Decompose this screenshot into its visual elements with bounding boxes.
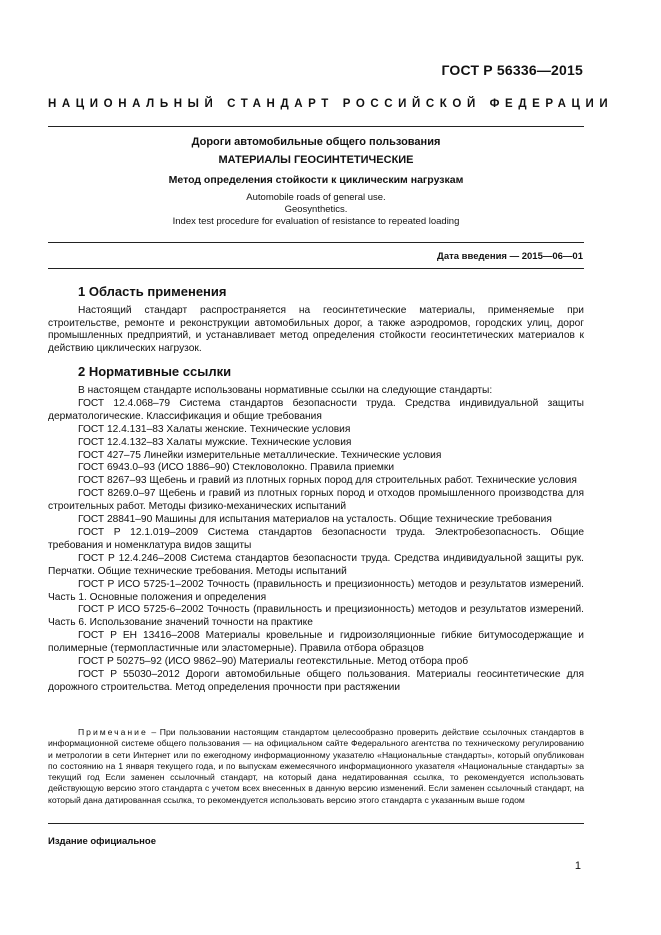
section-1-title: 1 Область применения bbox=[78, 284, 227, 299]
reference-item: ГОСТ 12.4.068–79 Система стандартов безопасности труда. Средства индивидуальной защиты дерматологические. Классификация и общие требования bbox=[48, 397, 584, 422]
title-en-line3: Index test procedure for evaluation of resistance to repeated loading bbox=[172, 216, 460, 227]
reference-item: ГОСТ Р 50275–92 (ИСО 9862–90) Материалы геотекстильные. Метод отбора проб bbox=[78, 656, 469, 668]
doc-number: ГОСТ Р 56336—2015 bbox=[441, 62, 583, 78]
reference-item: ГОСТ Р 12.4.246–2008 Система стандартов безопасности труда. Средства индивидуальной защиты рук. Перчатки. Общие технические требования. Методы испытаний bbox=[48, 552, 584, 577]
divider bbox=[48, 823, 584, 824]
reference-item: ГОСТ 12.4.131–83 Халаты женские. Технические условия bbox=[78, 423, 351, 435]
title-ru-line2: МАТЕРИАЛЫ ГЕОСИНТЕТИЧЕСКИЕ bbox=[218, 154, 414, 166]
note-label: Примечание bbox=[78, 727, 148, 737]
title-ru-line1: Дороги автомобильные общего пользования bbox=[191, 136, 441, 148]
reference-item: ГОСТ 8269.0–97 Щебень и гравий из плотных горных пород и отходов промышленного производства для строительных работ. Методы физико-механических испытаний bbox=[48, 488, 584, 513]
reference-item: ГОСТ Р ИСО 5725-1–2002 Точность (правильность и прецизионность) методов и результатов измерений. Часть 1. Основные положения и определения bbox=[48, 578, 584, 603]
page-number: 1 bbox=[574, 860, 581, 872]
divider bbox=[48, 242, 584, 243]
reference-item: ГОСТ 8267–93 Щебень и гравий из плотных горных пород для строительных работ. Технические условия bbox=[78, 475, 577, 487]
note-text: – При пользовании настоящим стандартом целесообразно проверить действие ссылочных стандартов в информационной системе общего пользования — на официальном сайте Федерального агентства по техническому регулированию и метрологии в сети Интернет или по ежегодному информационному указателю «Национальные стандарты», который опубликован по состоянию на 1 января текущего года, и по выпускам ежемесячного информационного указателя «Национальные стандарты» за текущий год Если заменен ссылочный стандарт, на который дана недатированная ссылка, то рекомендуется использовать действующую версию этого стандарта с учетом всех внесенных в данную версию изменений. Если заменен ссылочный стандарт, на который дана датированная ссылка, то рекомендуется использовать версию этого стандарта с указанным выше годом bbox=[48, 727, 584, 805]
reference-item: В настоящем стандарте использованы нормативные ссылки на следующие стандарты: bbox=[78, 385, 493, 396]
references-list bbox=[48, 385, 584, 695]
divider bbox=[48, 268, 584, 269]
note bbox=[48, 727, 584, 806]
title-en-line2: Geosynthetics. bbox=[284, 204, 348, 215]
reference-item: ГОСТ 6943.0–93 (ИСО 1886–90) Стекловолокно. Правила приемки bbox=[78, 462, 395, 474]
title-en-line1: Automobile roads of general use. bbox=[246, 192, 386, 203]
intro-date: Дата введения — 2015—06—01 bbox=[437, 251, 583, 262]
reference-item: ГОСТ 12.4.132–83 Халаты мужские. Технические условия bbox=[78, 436, 352, 448]
reference-item: ГОСТ 28841–90 Машины для испытания материалов на усталость. Общие технические требования bbox=[78, 514, 552, 526]
section-1-text: Настоящий стандарт распространяется на геосинтетические материалы, применяемые при строительстве, ремонте и реконструкции автомобильных дорог, а также аэродромов, городских улиц, дорог промышленных предприятий, и устанавливает метод определения стойкости геосинтетических материалов к действию циклических нагрузок. bbox=[48, 305, 584, 354]
national-standard-banner: НАЦИОНАЛЬНЫЙ СТАНДАРТ РОССИЙСКОЙ ФЕДЕРАЦИИ bbox=[48, 98, 614, 110]
reference-item: ГОСТ Р ИСО 5725-6–2002 Точность (правильность и прецизионность) методов и результатов измерений. Часть 6. Использование значений точности на практике bbox=[48, 604, 584, 629]
divider bbox=[48, 126, 584, 127]
reference-item: ГОСТ Р 55030–2012 Дороги автомобильные общего пользования. Материалы геосинтетические для дорожного строительства. Метод определения прочности при растяжении bbox=[48, 668, 584, 693]
section-2-title: 2 Нормативные ссылки bbox=[78, 364, 232, 379]
reference-item: ГОСТ Р ЕН 13416–2008 Материалы кровельные и гидроизоляционные гибкие битумосодержащие и полимерные (термопластичные или эластомерные). Правила отбора образцов bbox=[48, 630, 584, 655]
title-block bbox=[48, 135, 584, 228]
reference-item: ГОСТ 427–75 Линейки измерительные металлические. Технические условия bbox=[78, 449, 442, 461]
title-ru-line3: Метод определения стойкости к циклическим нагрузкам bbox=[168, 174, 464, 186]
reference-item: ГОСТ Р 12.1.019–2009 Система стандартов безопасности труда. Электробезопасность. Общие требования и номенклатура видов защиты bbox=[48, 526, 584, 551]
edition-label: Издание официальное bbox=[48, 836, 156, 847]
